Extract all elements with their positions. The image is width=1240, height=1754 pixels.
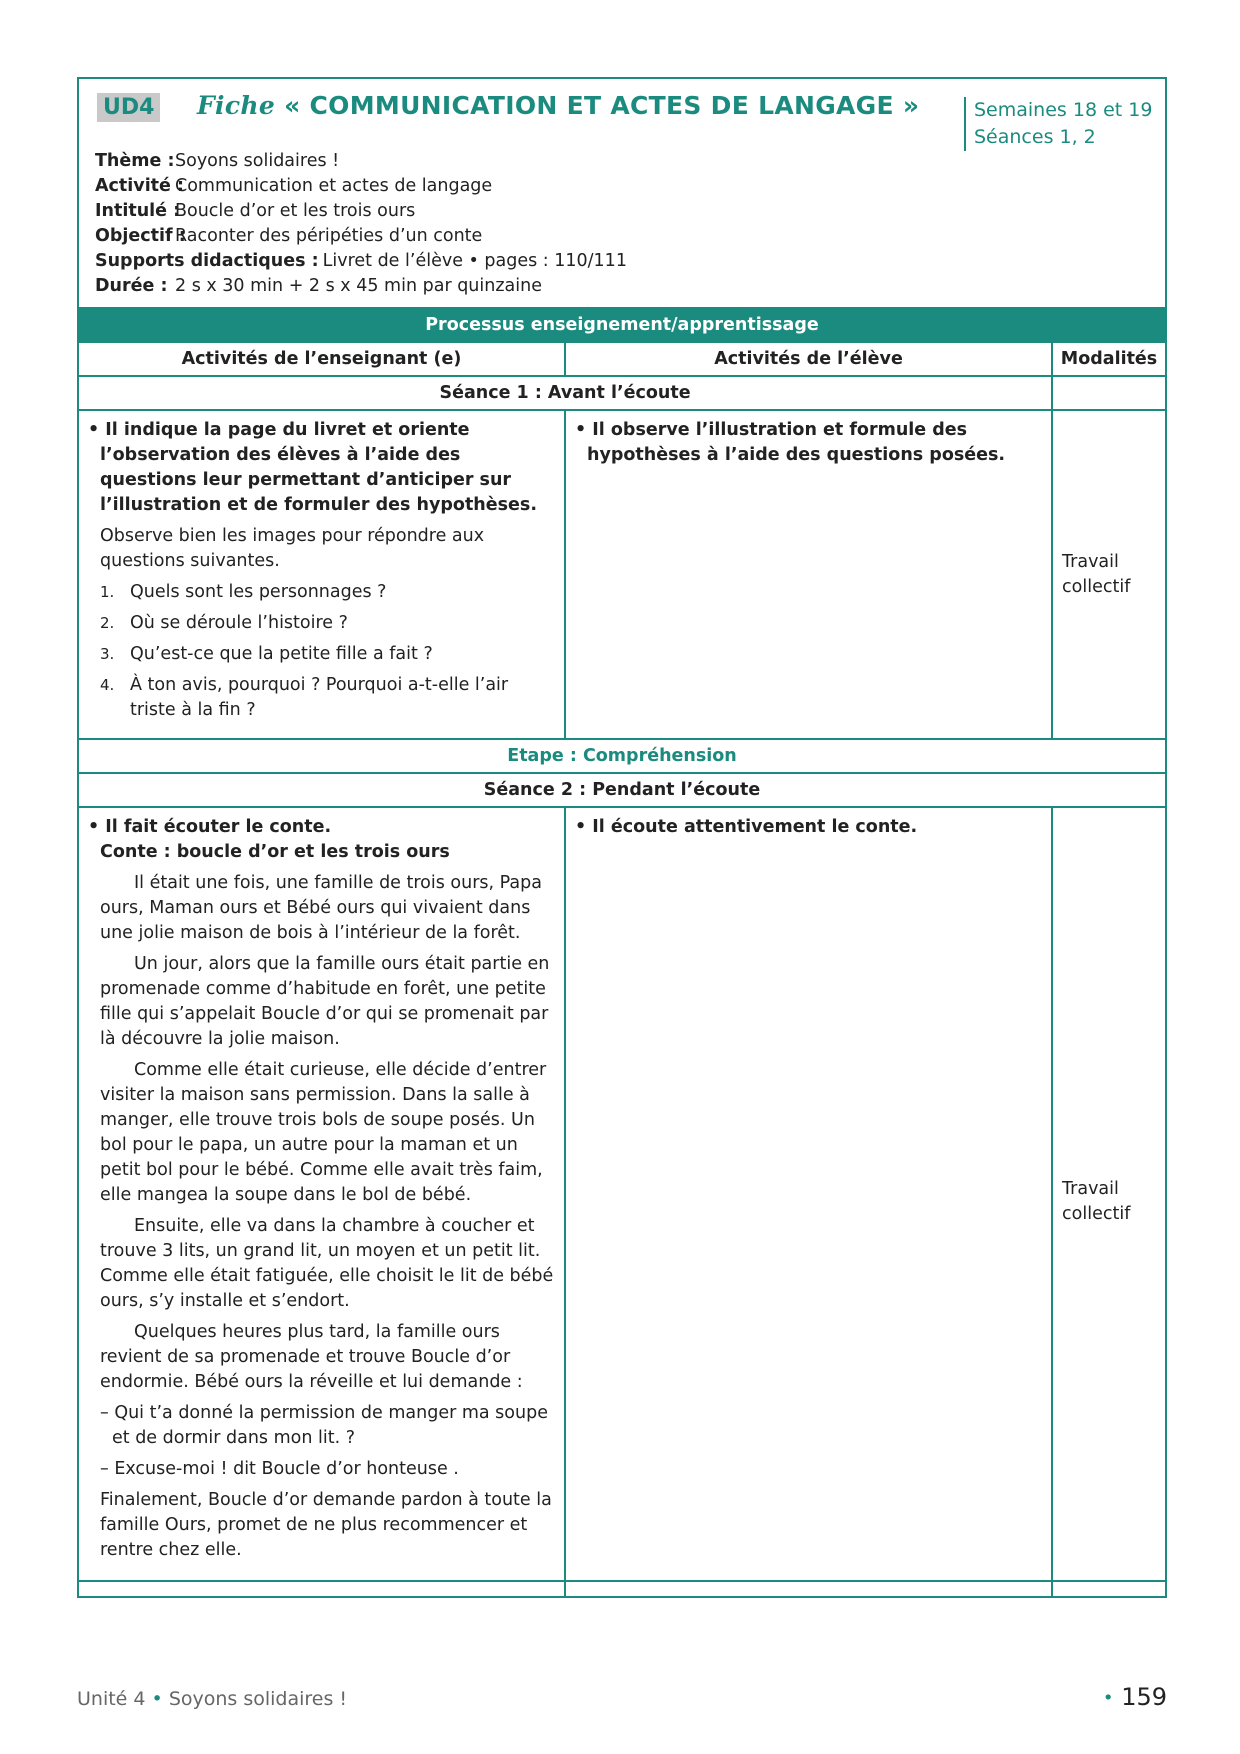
footer-bullet: • (151, 1688, 163, 1710)
story-paragraph: Quelques heures plus tard, la famille ours revient de sa promenade et trouve Boucle d’or endormie. Bébé ours la réveille et lui demande : (100, 1322, 523, 1392)
unit-badge: UD4 (97, 93, 160, 122)
story-paragraph: Un jour, alors que la famille ours était partie en promenade comme d’habitude en forêt, une petite fille qui s’appelait Boucle d’or qui se promenait par là découvre la jolie maison. (100, 954, 550, 1049)
worksheet-frame (77, 77, 1167, 1582)
meta-value: Communication et actes de langage (175, 176, 493, 196)
dialogue-line: – Qui t’a donné la permission de manger ma soupe et de dormir dans mon lit. ? (100, 1403, 548, 1448)
question-item (100, 673, 555, 723)
weeks-label: Semaines 18 et 19 (974, 99, 1153, 121)
meta-label: Activité : (95, 176, 185, 196)
meta-row-objective (95, 224, 627, 249)
footer-unit-label: Unité 4 (77, 1688, 146, 1710)
meta-value: Livret de l’élève • pages : 110/111 (322, 251, 627, 271)
meta-label: Objectif : (95, 226, 186, 246)
meta-info (95, 149, 627, 299)
seance1-title: Séance 1 : Avant l’écoute (78, 376, 1052, 410)
story-paragraph: Ensuite, elle va dans la chambre à coucher et trouve 3 lits, un grand lit, un moyen et un petit lit. Comme elle était fatiguée, elle choisit le lit de bébé ours, s’y installe et s’endort. (100, 1216, 554, 1311)
question-item (100, 642, 555, 667)
seance1-teacher-cell (78, 410, 565, 739)
question-text: À ton avis, pourquoi ? Pourquoi a-t-elle l’air triste à la fin ? (130, 675, 509, 720)
title-text: « COMMUNICATION ET ACTES DE LANGAGE » (284, 91, 920, 120)
meta-label: Supports didactiques : (95, 251, 319, 271)
question-text: Quels sont les personnages ? (130, 582, 387, 602)
story-final: Finalement, Boucle d’or demande pardon à toute la famille Ours, promet de ne plus recommencer et rentre chez elle. (100, 1490, 552, 1560)
meta-row-theme (95, 149, 627, 174)
seance2-teacher-cell (78, 807, 565, 1597)
seance1-modality-cell (1052, 410, 1166, 739)
meta-row-activity (95, 174, 627, 199)
footer-unit (77, 1688, 347, 1710)
worksheet-title (197, 91, 919, 120)
question-list (88, 580, 555, 723)
dialogue-line: – Excuse-moi ! dit Boucle d’or honteuse . (100, 1459, 459, 1479)
story-paragraph: Il était une fois, une famille de trois ours, Papa ours, Maman ours et Bébé ours qui vivaient dans une jolie maison de bois à l’intérieur de la forêt. (100, 873, 542, 943)
seance1-student-cell (565, 410, 1052, 739)
meta-label: Durée : (95, 276, 168, 296)
seance2-modality: Travail collectif (1062, 1179, 1131, 1224)
seance1-modality: Travail collectif (1062, 551, 1131, 597)
page-bullet: • (1102, 1687, 1114, 1709)
seance1-instruction: Observe bien les images pour répondre aux questions suivantes. (100, 526, 485, 571)
fiche-word: Fiche (197, 91, 276, 120)
question-number: 1. (100, 583, 115, 601)
col-head-student: Activités de l’élève (565, 342, 1052, 376)
seance2-teacher-bullet: • Il fait écouter le conte. (88, 817, 332, 837)
meta-value: Boucle d’or et les trois ours (175, 201, 416, 221)
question-number: 3. (100, 645, 115, 663)
meta-row-supports (95, 249, 627, 274)
story-paragraph: Comme elle était curieuse, elle décide d’entrer visiter la maison sans permission. Dans la salle à manger, elle trouve trois bols de soupe posés. Un bol pour le papa, un autre pour la maman et un petit bol pour le bébé. Comme elle avait très faim, elle mangea la soupe dans le bol de bébé. (100, 1060, 547, 1205)
question-item (100, 611, 555, 636)
seance2-student-cell (565, 807, 1052, 1597)
question-item (100, 580, 555, 605)
meta-label: Thème : (95, 151, 175, 171)
seance2-modality-cell (1052, 807, 1166, 1597)
question-text: Où se déroule l’histoire ? (130, 613, 348, 633)
process-table (77, 307, 1167, 1598)
question-number: 2. (100, 614, 115, 632)
meta-row-title (95, 199, 627, 224)
meta-label: Intitulé : (95, 201, 181, 221)
seance1-title-empty (1052, 376, 1166, 410)
etape-title: Etape : Compréhension (78, 739, 1166, 773)
col-head-modalities: Modalités (1052, 342, 1166, 376)
col-head-teacher: Activités de l’enseignant (e) (78, 342, 565, 376)
meta-value: Soyons solidaires ! (175, 151, 340, 171)
meta-row-duration (95, 274, 627, 299)
question-text: Qu’est-ce que la petite fille a fait ? (130, 644, 433, 664)
meta-value: Raconter des péripéties d’un conte (175, 226, 483, 246)
meta-value: 2 s x 30 min + 2 s x 45 min par quinzaine (175, 276, 542, 296)
schedule-box (964, 97, 1152, 151)
question-number: 4. (100, 676, 115, 694)
seance2-title: Séance 2 : Pendant l’écoute (78, 773, 1166, 807)
seance2-student-bullet: • Il écoute attentivement le conte. (575, 817, 918, 837)
footer-theme: Soyons solidaires ! (168, 1688, 348, 1710)
story-text (88, 871, 555, 1563)
process-header: Processus enseignement/apprentissage (78, 308, 1166, 342)
seance1-teacher-bullet: • Il indique la page du livret et oriente l’observation des élèves à l’aide des questions leur permettant d’anticiper sur l’illustration et de formuler des hypothèses. (88, 420, 537, 515)
story-title: Conte : boucle d’or et les trois ours (100, 842, 450, 862)
page-number (1103, 1683, 1167, 1711)
seance1-student-bullet: • Il observe l’illustration et formule des hypothèses à l’aide des questions posées. (575, 420, 1006, 465)
page-number-value: 159 (1121, 1683, 1167, 1711)
sessions-label: Séances 1, 2 (974, 126, 1096, 148)
worksheet-header (79, 79, 1165, 309)
